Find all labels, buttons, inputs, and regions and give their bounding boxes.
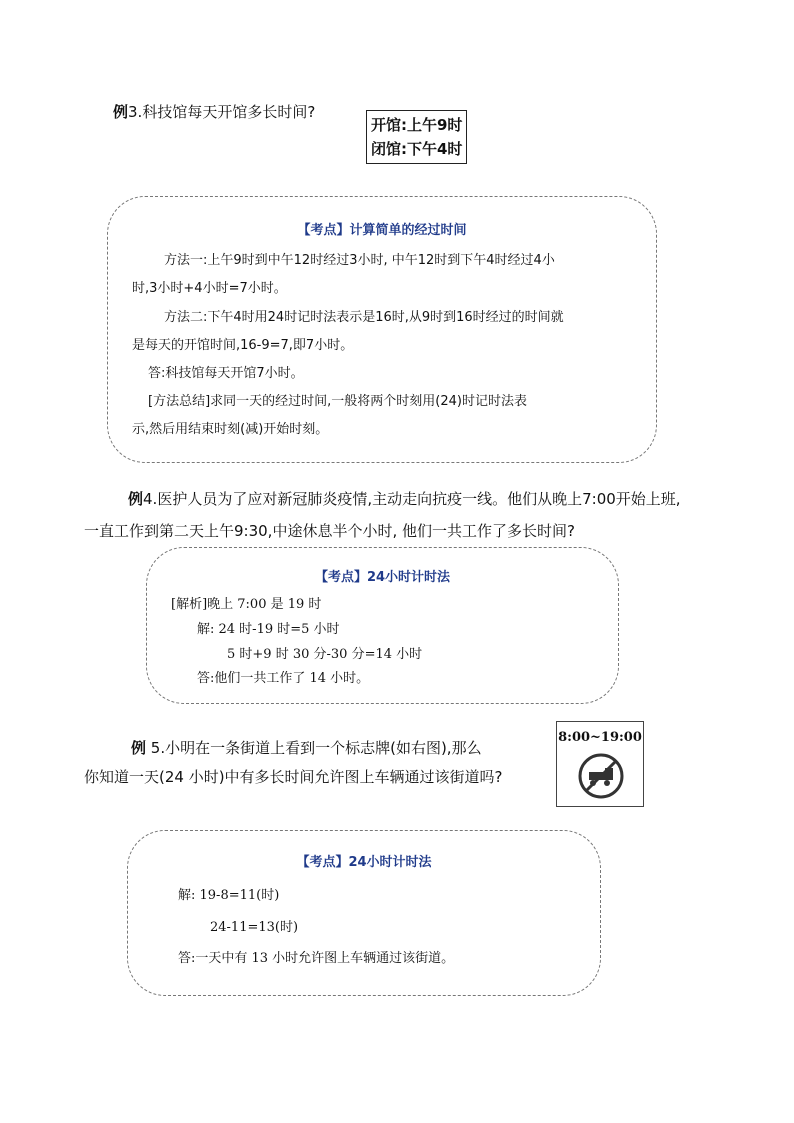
example-5-question-line-1: [131, 737, 482, 758]
opening-time: 开馆:上午9时: [371, 116, 463, 134]
solution-line-2: 5 时+9 时 30 分-30 分=14 小时: [227, 647, 423, 662]
example-3-text: 3.科技馆每天开馆多长时间?: [128, 103, 316, 121]
answer-box-4: [146, 547, 619, 704]
topic-text: 计算简单的经过时间: [349, 223, 467, 238]
topic-title: [128, 851, 600, 870]
topic-text: 24小时计时法: [366, 570, 451, 585]
solution-line-1: 解: 19-8=11(时): [178, 888, 280, 903]
sign-time-range: 8:00~19:00: [558, 730, 642, 745]
method-1-line-2: 时,3小时+4小时=7小时。: [132, 281, 287, 296]
answer-box-3: [107, 196, 657, 463]
example-label: 例: [131, 739, 147, 757]
example-5-text: 5.小明在一条街道上看到一个标志牌(如右图),那么: [146, 739, 482, 757]
topic-title: [108, 219, 656, 238]
opening-hours-sign: [366, 110, 467, 164]
analysis-line: [解析]晚上 7:00 是 19 时: [171, 597, 322, 612]
answer-line: 答:他们一共工作了 14 小时。: [197, 671, 370, 686]
example-3-question: [113, 101, 315, 122]
solution-line-2: 24-11=13(时): [210, 920, 299, 935]
answer-box-5: [127, 830, 601, 996]
summary-line-1: [方法总结]求同一天的经过时间,一般将两个时刻用(24)时记时法表: [148, 394, 527, 409]
topic-label: 【考点】: [296, 855, 349, 870]
summary-line-2: 示,然后用结束时刻(减)开始时刻。: [132, 422, 329, 437]
topic-title: [147, 566, 618, 585]
solution-line-1: 解: 24 时-19 时=5 小时: [197, 622, 340, 637]
closing-time: 闭馆:下午4时: [371, 140, 463, 158]
example-4-question-line-1: [128, 488, 681, 509]
no-vehicle-icon: [577, 752, 625, 800]
traffic-sign-figure: [556, 721, 644, 807]
answer-line: 答:一天中有 13 小时允许图上车辆通过该街道。: [178, 951, 455, 966]
method-2-line-2: 是每天的开馆时间,16-9=7,即7小时。: [132, 338, 354, 353]
topic-label: 【考点】: [314, 570, 367, 585]
answer-line: 答:科技馆每天开馆7小时。: [148, 366, 304, 381]
example-5-question-line-2: 你知道一天(24 小时)中有多长时间允许图上车辆通过该街道吗?: [84, 768, 503, 786]
topic-text: 24小时计时法: [348, 855, 432, 870]
method-2-line-1: 方法二:下午4时用24时记时法表示是16时,从9时到16时经过的时间就: [164, 310, 564, 325]
example-label: 例: [128, 490, 144, 508]
example-4-text: 4.医护人员为了应对新冠肺炎疫情,主动走向抗疫一线。他们从晚上7:00开始上班,: [143, 490, 681, 508]
example-4-question-line-2: 一直工作到第二天上午9:30,中途休息半个小时, 他们一共工作了多长时间?: [84, 522, 575, 540]
topic-label: 【考点】: [297, 223, 350, 238]
method-1-line-1: 方法一:上午9时到中午12时经过3小时, 中午12时到下午4时经过4小: [164, 253, 555, 268]
example-label: 例: [113, 103, 129, 121]
